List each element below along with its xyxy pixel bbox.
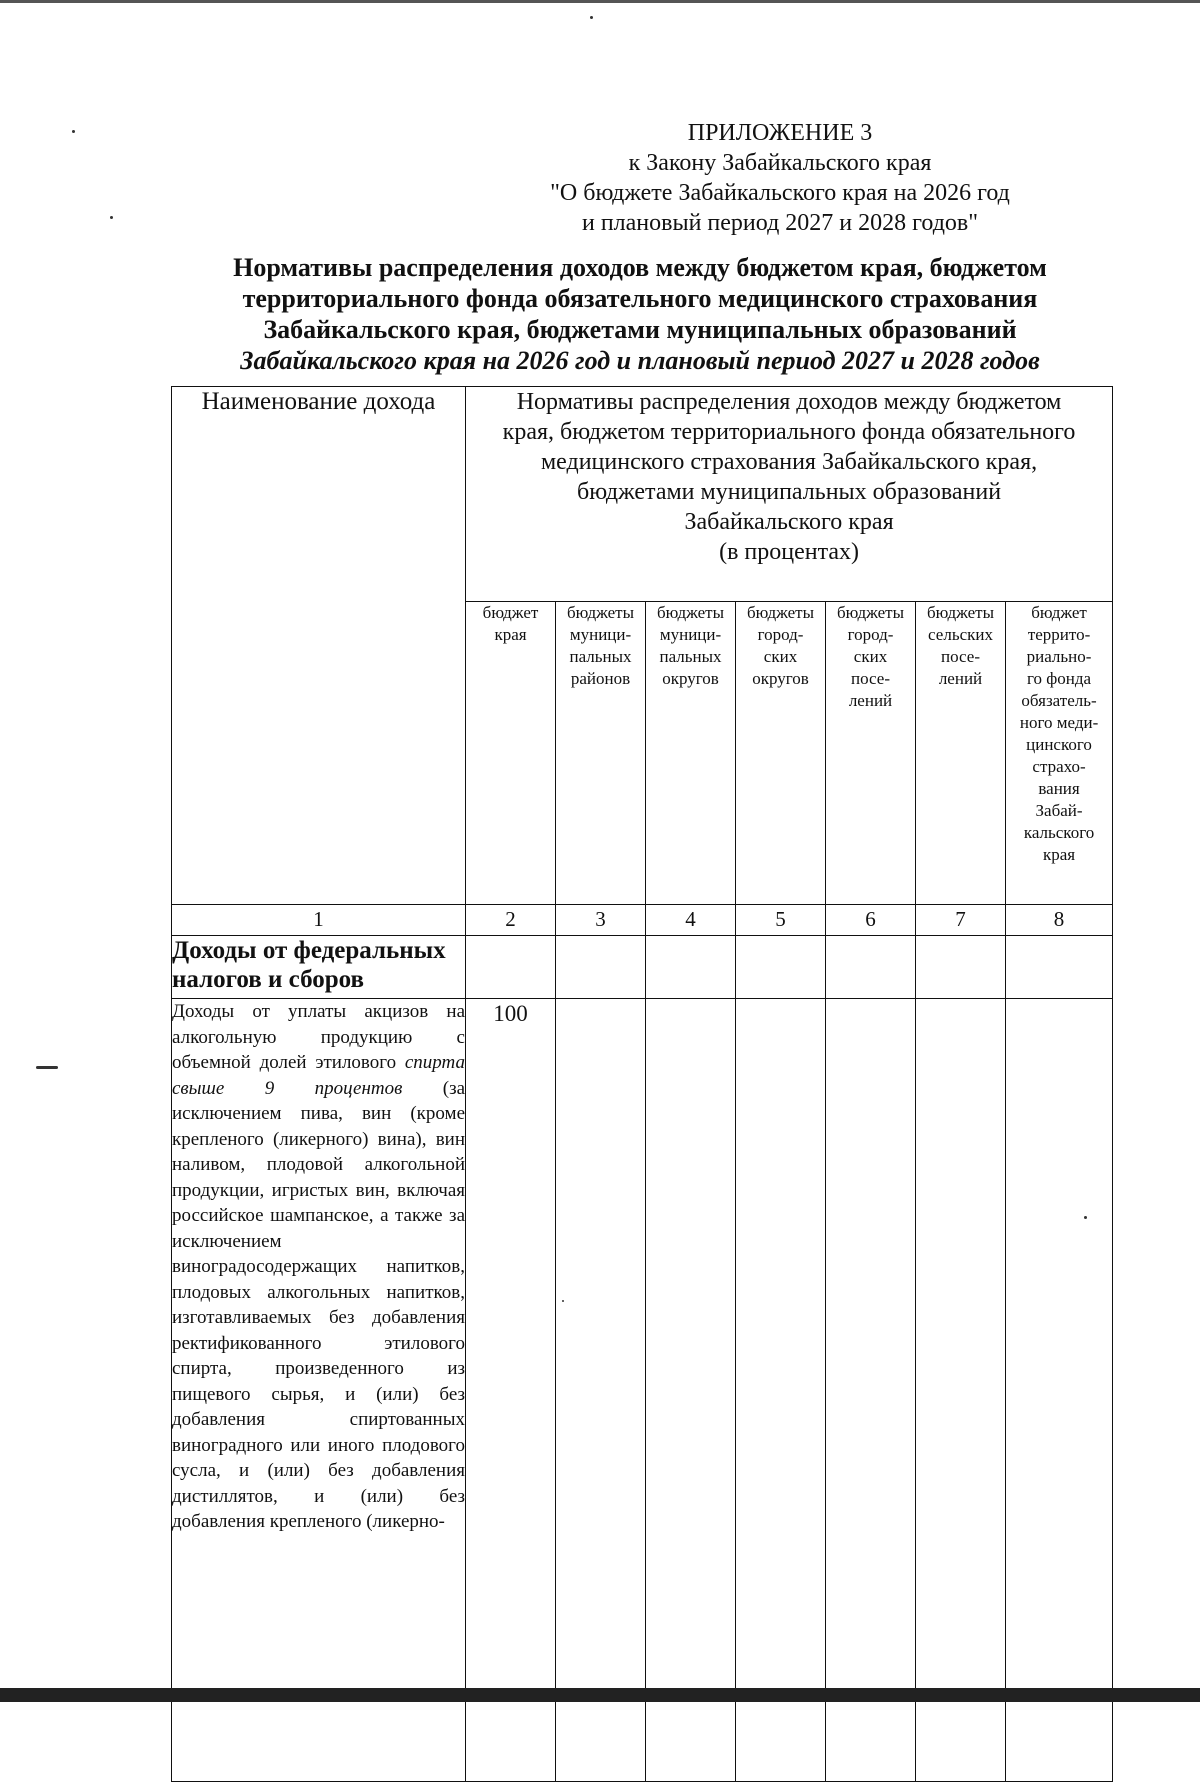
scan-edge-top: [0, 0, 1200, 3]
value-city-okrugs: [736, 999, 826, 1782]
column-header-city-okrugs: бюджеты город- ских округов: [736, 602, 826, 905]
income-name-header: Наименование дохода: [172, 387, 466, 905]
table-cell: [1006, 936, 1113, 999]
table-cell: [646, 936, 736, 999]
table-cell: [916, 936, 1006, 999]
column-number: 3: [556, 905, 646, 936]
column-number: 7: [916, 905, 1006, 936]
column-header-municipal-districts: бюджеты муници- пальных районов: [556, 602, 646, 905]
group-header-line: Забайкальского края: [684, 509, 894, 535]
column-number: 5: [736, 905, 826, 936]
distribution-norms-table: [171, 386, 1113, 1782]
column-number: 6: [826, 905, 916, 936]
title-line: Забайкальского края, бюджетами муниципальных образований: [263, 315, 1017, 344]
document-title: [200, 252, 1080, 376]
column-number-row: [172, 905, 1113, 936]
column-number: 4: [646, 905, 736, 936]
title-line: территориального фонда обязательного медицинского страхования: [242, 284, 1038, 313]
scan-speck: [590, 16, 593, 19]
scan-speck: [110, 216, 113, 219]
scan-edge-bottom: [0, 1688, 1200, 1702]
annex-header: [500, 118, 1060, 238]
group-header-line: края, бюджетом территориального фонда обязательного: [502, 419, 1076, 445]
scan-speck: [72, 130, 75, 133]
value-medical-insurance-fund: [1006, 999, 1113, 1782]
column-header-rural-settlements: бюджеты сельских посе- лений: [916, 602, 1006, 905]
value-municipal-okrugs: [646, 999, 736, 1782]
scan-speck: [36, 1066, 58, 1069]
table-cell: [556, 936, 646, 999]
value-rural-settlements: [916, 999, 1006, 1782]
table-cell: [736, 936, 826, 999]
table-row: [172, 999, 1113, 1782]
annex-law-period: и плановый период 2027 и 2028 годов": [581, 210, 979, 236]
income-name-cell: Доходы от уплаты акцизов на алкогольную продукцию с объемной долей этилового спирта свыше 9 процентов (за исключением пива, вин (кроме крепленого (ликерного) вина), вин наливом, плодовой алкогольной продукции, игристых вин, включая российское шампанское, а также за исключением виноградосодержащих напитков, плодовых алкогольных напитков, изготавливаемых без добавления ректификованного этилового спирта, произведенного из пищевого сырья, и (или) без добавления спиртованных виноградного или иного плодового сусла, и (или) без добавления дистиллятов, и (или) без добавления крепленого (ликерно-: [172, 999, 466, 1782]
title-line: Забайкальского края на 2026 год и плановый период 2027 и 2028 годов: [240, 346, 1040, 375]
value-city-settlements: [826, 999, 916, 1782]
group-header-line: Нормативы распределения доходов между бюджетом: [516, 389, 1062, 415]
annex-law-title: "О бюджете Забайкальского края на 2026 год: [550, 180, 1010, 206]
section-title: Доходы от федеральных налогов и сборов: [172, 936, 466, 999]
group-header-unit: (в процентах): [719, 539, 860, 565]
column-header-medical-insurance-fund: бюджет террито- риально- го фонда обязатель- ного меди- цинского страхо- вания Забай- кальского края: [1006, 602, 1113, 905]
table-cell: [826, 936, 916, 999]
column-header-regional-budget: бюджет края: [466, 602, 556, 905]
annex-law-ref: к Закону Забайкальского края: [628, 150, 932, 176]
column-number: 1: [172, 905, 466, 936]
annex-number: ПРИЛОЖЕНИЕ 3: [687, 120, 873, 146]
norms-group-header: [466, 387, 1113, 602]
table-cell: [466, 936, 556, 999]
group-header-line: медицинского страхования Забайкальского края,: [540, 449, 1038, 475]
column-number: 2: [466, 905, 556, 936]
value-municipal-districts: [556, 999, 646, 1782]
title-line: Нормативы распределения доходов между бюджетом края, бюджетом: [233, 253, 1047, 282]
column-header-municipal-okrugs: бюджеты муници- пальных округов: [646, 602, 736, 905]
column-number: 8: [1006, 905, 1113, 936]
group-header-line: бюджетами муниципальных образований: [577, 479, 1002, 505]
section-row: [172, 936, 1113, 999]
value-regional-budget: 100: [466, 999, 556, 1782]
column-header-city-settlements: бюджеты город- ских посе- лений: [826, 602, 916, 905]
